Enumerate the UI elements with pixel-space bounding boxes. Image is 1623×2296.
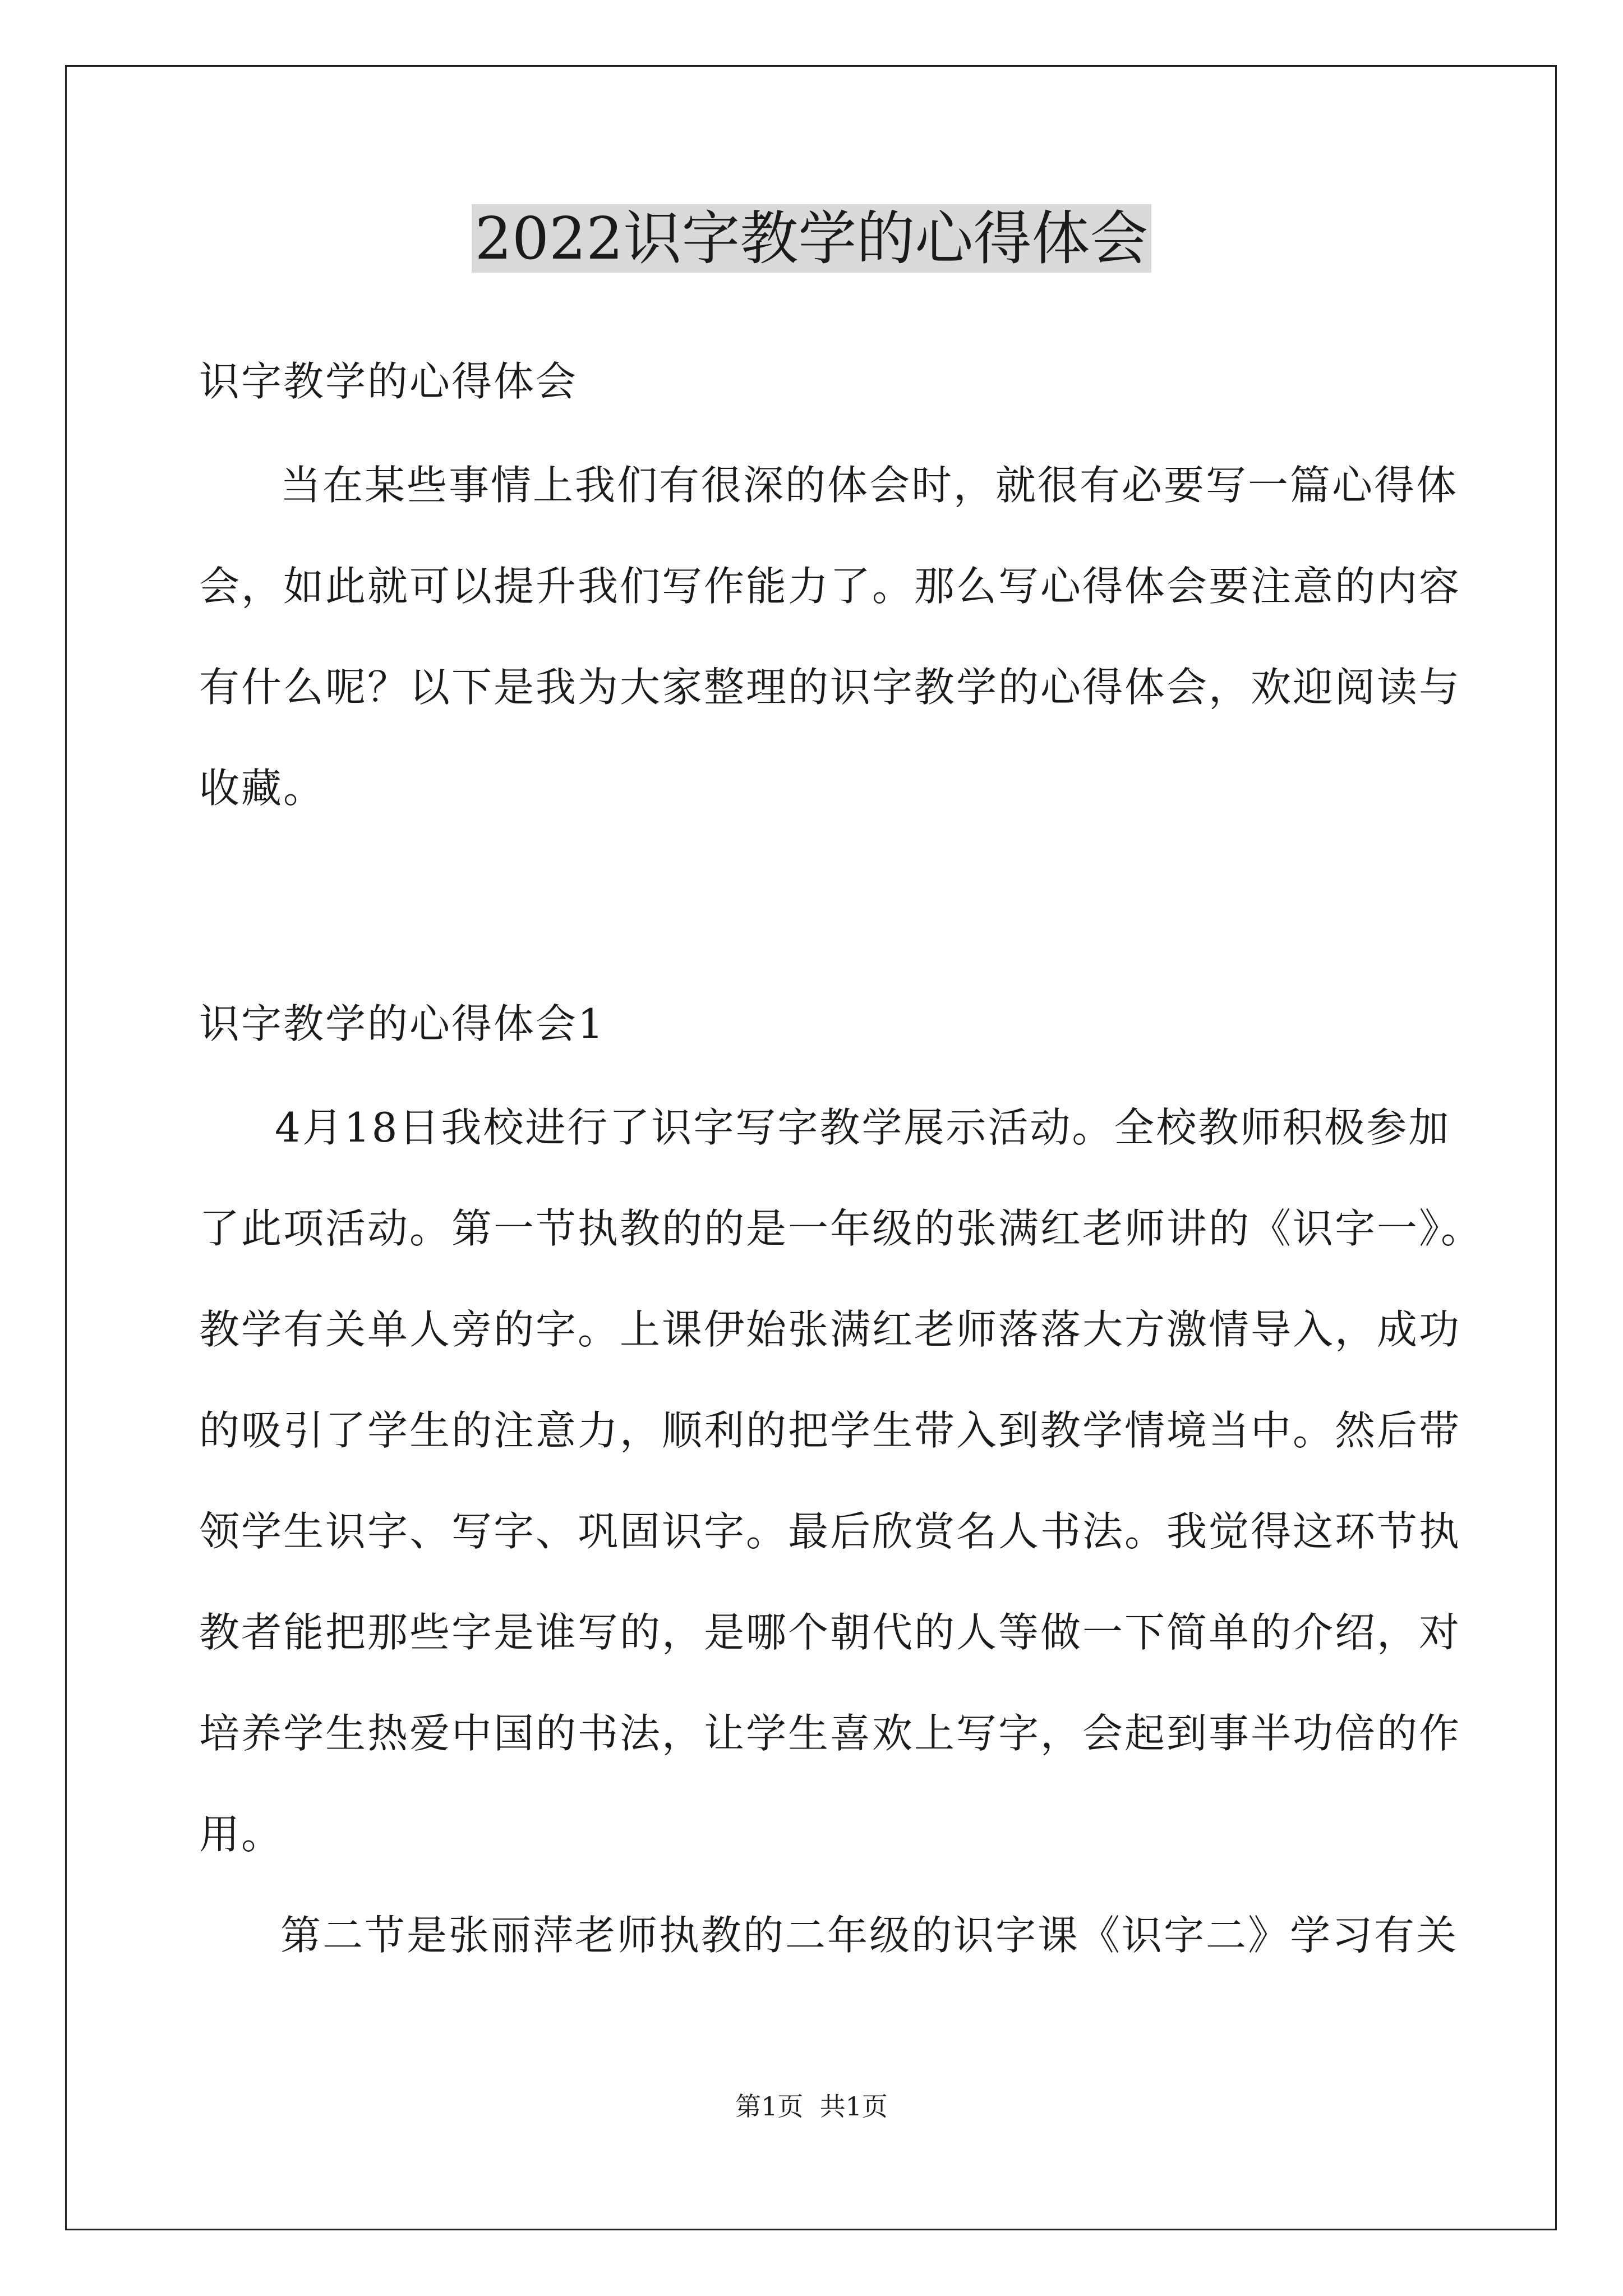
page-footer: 第1页 共1页 bbox=[735, 2091, 888, 2122]
section-heading-1: 识字教学的心得体会1 bbox=[199, 1000, 605, 1047]
intro-line-2: 会，如此就可以提升我们写作能力了。那么写心得体会要注意的内容 bbox=[199, 563, 1461, 610]
intro-line-4: 收藏。 bbox=[199, 765, 326, 812]
para1-line-1: 4月18日我校进行了识字写字教学展示活动。全校教师积极参加 bbox=[275, 1104, 1451, 1151]
document-title: 2022识字教学的心得体会 bbox=[0, 196, 1623, 280]
intro-line-3: 有什么呢？以下是我为大家整理的识字教学的心得体会，欢迎阅读与 bbox=[199, 664, 1461, 711]
para1-line-2: 了此项活动。第一节执教的的是一年级的张满红老师讲的《识字一》。 bbox=[199, 1205, 1483, 1252]
intro-line-1: 当在某些事情上我们有很深的体会时，就很有必要写一篇心得体 bbox=[280, 462, 1459, 509]
para1-line-5: 领学生识字、写字、巩固识字。最后欣赏名人书法。我觉得这环节执 bbox=[199, 1508, 1461, 1555]
para1-line-4: 的吸引了学生的注意力，顺利的把学生带入到教学情境当中。然后带 bbox=[199, 1407, 1461, 1454]
para1-line-3: 教学有关单人旁的字。上课伊始张满红老师落落大方激情导入，成功 bbox=[199, 1306, 1461, 1353]
para1-line-6: 教者能把那些字是谁写的，是哪个朝代的人等做一下简单的介绍，对 bbox=[199, 1609, 1461, 1656]
para1-line-8: 用。 bbox=[199, 1811, 284, 1858]
section-heading: 识字教学的心得体会 bbox=[199, 358, 578, 405]
para2-line-1: 第二节是张丽萍老师执教的二年级的识字课《识字二》学习有关 bbox=[280, 1912, 1459, 1959]
para1-line-7: 培养学生热爱中国的书法，让学生喜欢上写字，会起到事半功倍的作 bbox=[199, 1710, 1461, 1757]
